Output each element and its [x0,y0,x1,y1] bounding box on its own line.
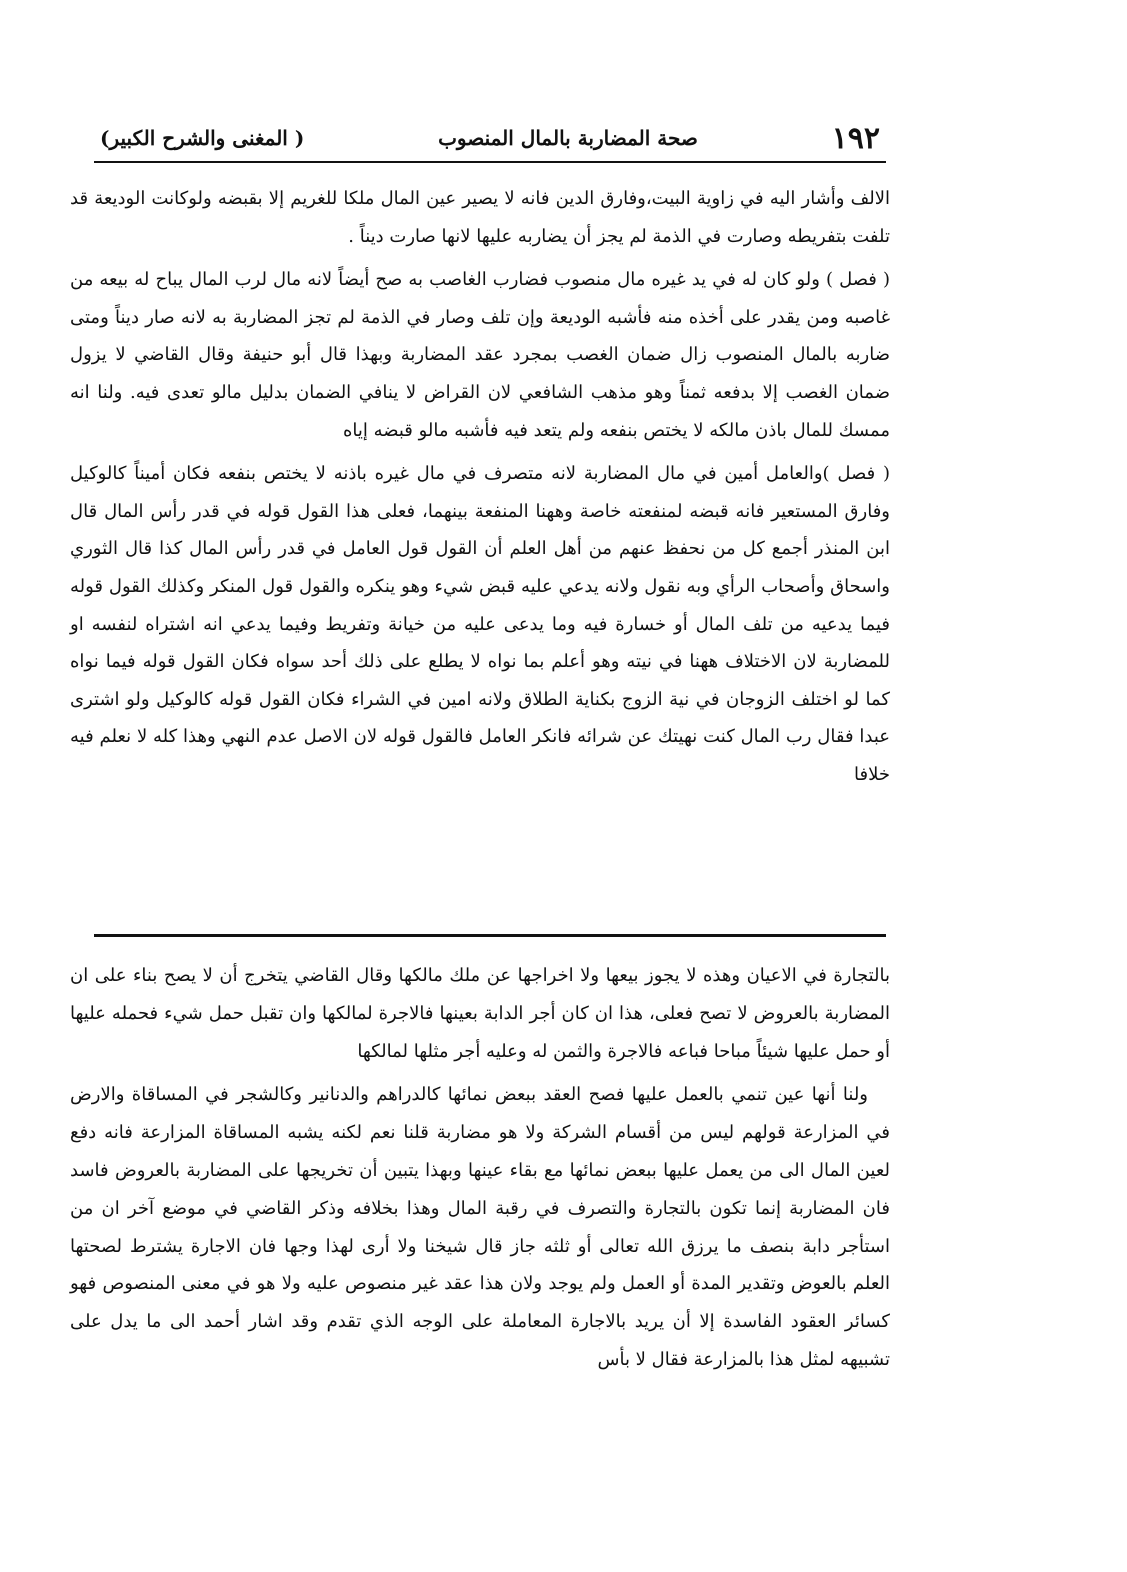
commentary-text [70,957,890,1379]
paragraph: ولنا أنها عين تنمي بالعمل عليها فصح العقد ببعض نمائها كالدراهم والدنانير وكالشجر في المساقاة والارض في المزارعة قولهم ليس من أقسام الشركة ولا هو مضاربة قلنا نعم لكنه يشبه المساقاة المزارعة فانه دفع لعين المال الى من يعمل عليها ببعض نمائها مع بقاء عينها وبهذا يتبين أن تخريجها على المضاربة بالعروض فاسد فان المضاربة إنما تكون بالتجارة والتصرف في رقبة المال وهذا بخلافه وذكر القاضي في موضع آخر ان من استأجر دابة بنصف ما يرزق الله تعالى أو ثلثه جاز قال شيخنا ولا أرى لهذا وجها فان الاجارة يشترط لصحتها العلم بالعوض وتقدير المدة أو العمل ولم يوجد ولان هذا عقد غير منصوص عليه ولا هو في معنى المنصوص فهو كسائر العقود الفاسدة إلا أن يريد بالاجارة المعاملة على الوجه الذي تقدم وقد اشار أحمد الى ما يدل على تشبيهه لمثل هذا بالمزارعة فقال لا بأس [70,1084,890,1370]
paragraph: الالف وأشار اليه في زاوية البيت،وفارق الدين فانه لا يصير عين المال ملكا للغريم إلا بقبضه ولوكانت الوديعة قد تلفت بتفريطه وصارت في الذمة لم يجز أن يضاربه عليها لانها صارت ديناً . [70,188,890,247]
page-number: ١٩٢ [831,120,880,156]
book-title: ( المغنى والشرح الكبير) [100,126,305,150]
paragraph-fasl: ( فصل )والعامل أمين في مال المضاربة لانه متصرف في مال غيره باذنه لا يختص بنفعه فكان أميناً كالوكيل وفارق المستعير فانه قبضه لمنفعته خاصة وههنا المنفعة بينهما، فعلى هذا القول قوله في قدر رأس المال قال ابن المنذر أجمع كل من نحفظ عنهم من أهل العلم أن القول قول العامل في قدر رأس المال كذا قال الثوري واسحاق وأصحاب الرأي وبه نقول ولانه يدعي عليه قبض شيء وهو ينكره والقول قول المنكر وكذلك القول قوله فيما يدعيه من تلف المال أو خسارة فيه وما يدعى عليه من خيانة وتفريط وفيما يدعي انه اشتراه لنفسه او للمضاربة لان الاختلاف ههنا في نيته وهو أعلم بما نواه لا يطلع على ذلك أحد سواه فكان القول قوله فيما نواه كما لو اختلف الزوجان في نية الزوج بكناية الطلاق ولانه امين في الشراء فكان القول قوله كالوكيل ولو اشترى عبدا فقال رب المال كنت نهيتك عن شرائه فانكر العامل فالقول قوله لان الاصل عدم النهي وهذا كله لا نعلم فيه خلافا [70,463,890,785]
main-text [70,180,890,794]
page-header [100,118,880,158]
paragraph-fasl: ( فصل ) ولو كان له في يد غيره مال منصوب فضارب الغاصب به صح أيضاً لانه مال لرب المال يباح له بيعه من غاصبه ومن يقدر على أخذه منه فأشبه الوديعة وإن تلف وصار في الذمة لم تجز المضاربة به لانه صار ديناً ومتى ضاربه بالمال المنصوب زال ضمان الغصب بمجرد عقد المضاربة وبهذا قال أبو حنيفة وقال القاضي لا يزول ضمان الغصب إلا بدفعه ثمناً وهو مذهب الشافعي لان القراض لا ينافي الضمان بدليل مالو تعدى فيه. ولنا انه ممسك للمال باذن مالكه لا يختص بنفعه ولم يتعد فيه فأشبه مالو قبضه إياه [70,269,891,441]
paragraph: بالتجارة في الاعيان وهذه لا يجوز بيعها ولا اخراجها عن ملك مالكها وقال القاضي يتخرج أن لا يصح بناء على ان المضاربة بالعروض لا تصح فعلى، هذا ان كان أجر الدابة بعينها فالاجرة لمالكها وان تقبل حمل شيء فحمله عليها أو حمل عليها شيئاً مباحا فباعه فالاجرة والثمن له وعليه أجر مثلها لمالكها [70,965,890,1062]
section-divider [94,934,886,937]
header-rule [94,161,886,163]
running-title: صحة المضاربة بالمال المنصوب [438,126,698,150]
